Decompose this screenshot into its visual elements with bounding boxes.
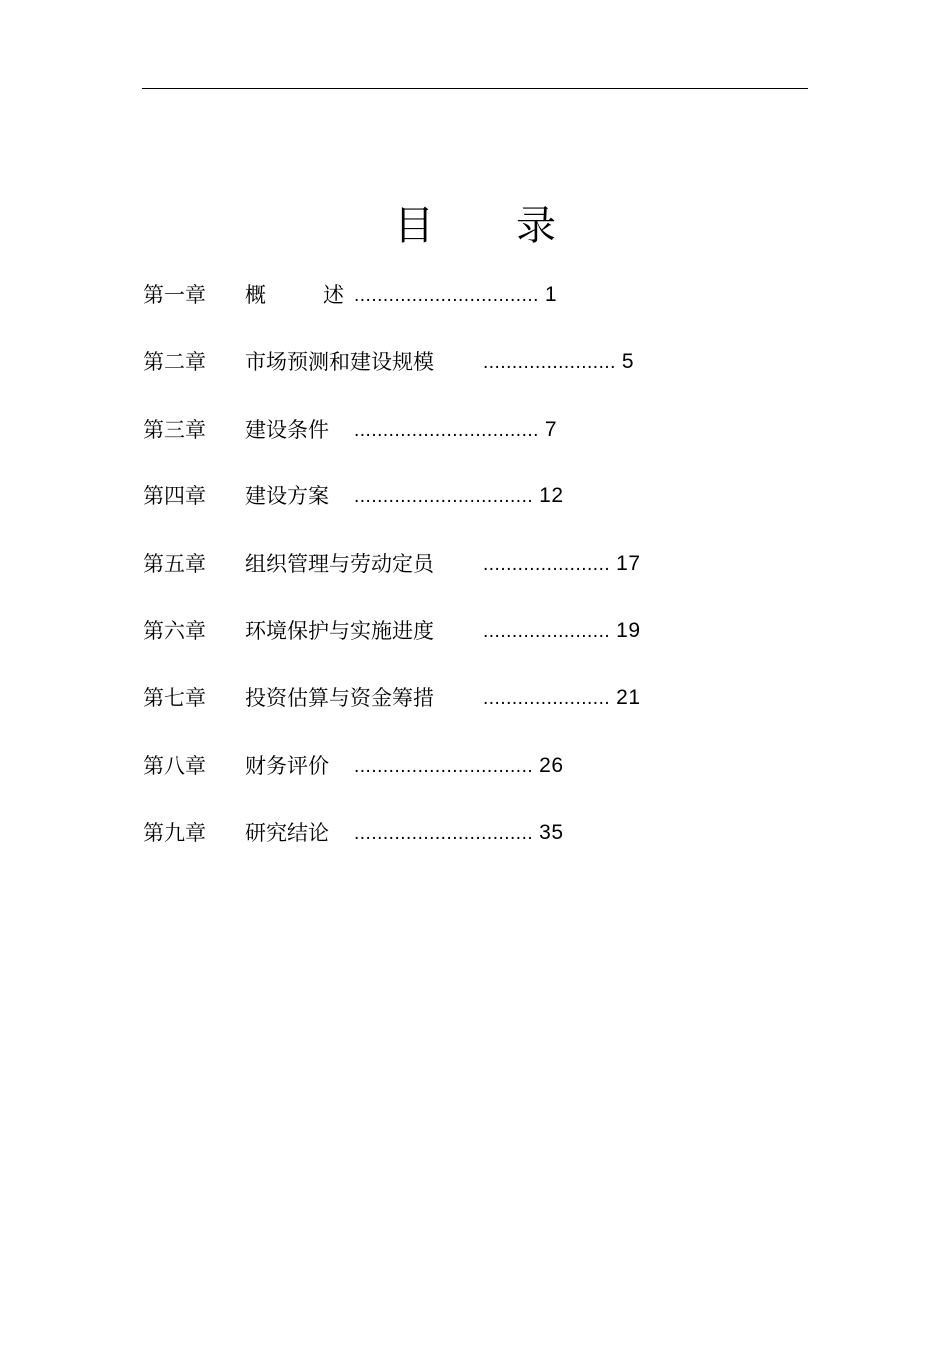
- toc-page-number: 12: [539, 484, 564, 507]
- toc-chapter-number: 第一章: [143, 283, 206, 307]
- toc-chapter-name: 建设条件: [245, 418, 329, 442]
- toc-leader-dots: .......................: [483, 352, 616, 373]
- toc-chapter-number: 第六章: [143, 619, 206, 643]
- toc-entry[interactable]: [143, 280, 823, 310]
- toc-page-number: 1: [544, 283, 558, 306]
- toc-entry[interactable]: [143, 683, 823, 713]
- toc-page-number: 35: [539, 821, 564, 844]
- toc-chapter-number: 第八章: [143, 754, 206, 778]
- toc-leader-dots: ................................: [354, 420, 539, 441]
- toc-chapter-number: 第二章: [143, 350, 206, 374]
- toc-entry[interactable]: [143, 616, 823, 646]
- toc-leader-dots: ......................: [483, 554, 611, 575]
- toc-page-number: 19: [616, 619, 641, 642]
- toc-page-number: 21: [616, 686, 641, 709]
- toc-leader-dots: ...............................: [354, 486, 534, 507]
- toc-entry[interactable]: [143, 549, 823, 579]
- toc-chapter-name: 研究结论: [245, 821, 329, 845]
- toc-title-char-1: 目: [394, 203, 434, 249]
- toc-title: [394, 200, 556, 252]
- toc-entry[interactable]: [143, 415, 823, 445]
- toc-page-number: 26: [539, 754, 564, 777]
- toc-entry[interactable]: [143, 818, 823, 848]
- toc-entry[interactable]: [143, 347, 823, 377]
- toc-chapter-number: 第七章: [143, 686, 206, 710]
- toc-page-number: 5: [621, 350, 635, 373]
- header-rule: [142, 88, 808, 89]
- toc-leader-dots: ................................: [354, 285, 539, 306]
- toc-chapter-name-part-2: 述: [323, 283, 344, 307]
- toc-entry[interactable]: [143, 481, 823, 511]
- toc-page-number: 17: [616, 552, 641, 575]
- toc-leader-dots: ......................: [483, 688, 611, 709]
- toc-chapter-name: 财务评价: [245, 754, 329, 778]
- toc-chapter-name: 概: [245, 283, 266, 307]
- toc-chapter-name: 建设方案: [245, 484, 329, 508]
- toc-chapter-name: 市场预测和建设规模: [245, 350, 434, 374]
- toc-leader-dots: ...............................: [354, 756, 534, 777]
- toc-chapter-name: 环境保护与实施进度: [245, 619, 434, 643]
- toc-chapter-number: 第四章: [143, 484, 206, 508]
- toc-leader-dots: ...............................: [354, 823, 534, 844]
- toc-chapter-number: 第五章: [143, 552, 206, 576]
- toc-chapter-name: 组织管理与劳动定员: [245, 552, 434, 576]
- toc-leader-dots: ......................: [483, 621, 611, 642]
- toc-chapter-number: 第三章: [143, 418, 206, 442]
- toc-entry[interactable]: [143, 751, 823, 781]
- toc-chapter-name: 投资估算与资金筹措: [245, 686, 434, 710]
- toc-chapter-number: 第九章: [143, 821, 206, 845]
- toc-page-number: 7: [544, 418, 558, 441]
- toc-title-char-2: 录: [516, 203, 556, 249]
